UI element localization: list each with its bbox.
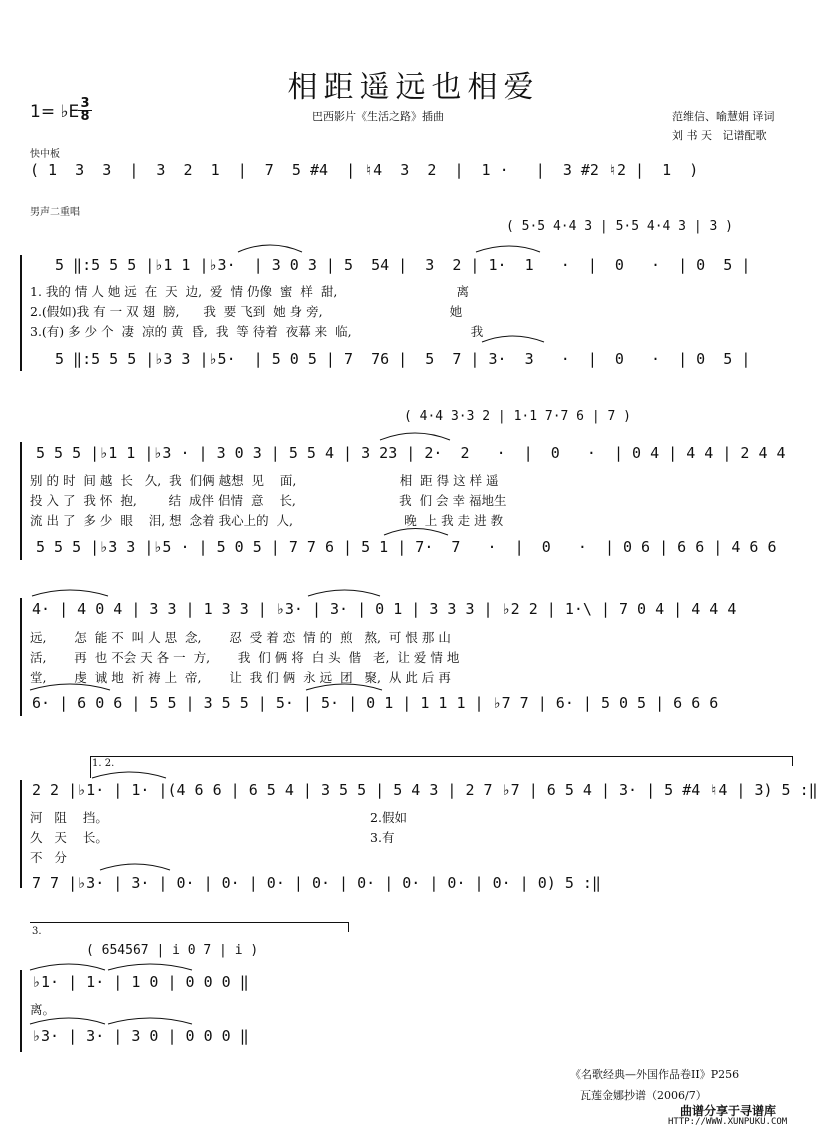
system-1-lower-staff: 5 ‖:5 5 5 |♭3 3 |♭5· | 5 0 5 | 7 76 | 5 7 | 3· 3 · | 0 · | 0 5 | [55, 350, 751, 368]
system-4-lower-staff: 7 7 |♭3· | 3· | 0· | 0· | 0· | 0· | 0· | 0· | 0· | 0· | 0) 5 :‖ [32, 874, 601, 892]
system-2-lower-staff: 5 5 5 |♭3 3 |♭5 · | 5 0 5 | 7 7 6 | 5 1 | 7· 7 · | 0 · | 0 6 | 6 6 | 4 6 6 [36, 538, 777, 556]
system-3-upper-staff: 4· | 4 0 4 | 3 3 | 1 3 3 | ♭3· | 3· | 0 1 | 3 3 3 | ♭2 2 | 1·\ | 7 0 4 | 4 4 4 [32, 600, 737, 618]
source-reference: 《名歌经典—外国作品卷II》P256 [570, 1068, 740, 1081]
subtitle: 巴西影片《生活之路》插曲 [312, 110, 444, 123]
system-2-upper-staff: 5 5 5 |♭1 1 |♭3 · | 3 0 3 | 5 5 4 | 3 23 | 2· 2 · | 0 · | 0 4 | 4 4 | 2 4 4 [36, 444, 786, 462]
section-label: 男声二重唱 [30, 207, 80, 218]
transcriber-note: 瓦莲金娜抄谱（2006/7） [580, 1089, 707, 1102]
volta-label-1-2: 1. 2. [92, 758, 115, 769]
system-3-lyric-verse-2: 活, 再 也 不会 天 各 一 方, 我 们 俩 将 白 头 偕 老, 让 爱 情 地 [30, 650, 460, 665]
interlude-1: ( 5·5 4·4 3 | 5·5 4·4 3 | 3 ) [506, 219, 733, 234]
site-watermark: 曲谱分享于寻谱库 [680, 1104, 777, 1118]
system-2-lyric-verse-2: 投 入 了 我 怀 抱, 结 成伴 侣情 意 长, 我 们 会 幸 福地生 [30, 493, 507, 508]
system-3-lyric-verse-1: 远, 怎 能 不 叫 人 思 念, 忍 受 着 恋 情 的 煎 熬, 可 恨 那 山 [30, 630, 451, 645]
system-1-lyric-verse-1: 1. 我的 情 人 她 远 在 天 边, 爱 情 仍像 蜜 样 甜, 离 [30, 284, 469, 299]
system-3-lower-staff: 6· | 6 0 6 | 5 5 | 3 5 5 | 5· | 5· | 0 1 | 1 1 1 | ♭7 7 | 6· | 5 0 5 | 6 6 6 [32, 694, 719, 712]
system-4-lyric-verse-3: 不 分 [30, 850, 67, 865]
intro-line: ( 1 3 3 | 3 2 1 | 7 5 #4 | ♮4 3 2 | 1 · | 3 #2 ♮2 | 1 ) [30, 161, 699, 179]
credits-lyrics: 范维信、喻慧娟 译词 [672, 110, 775, 123]
system-1-lyric-verse-2: 2.(假如)我 有 一 双 翅 膀, 我 要 飞到 她 身 旁, 她 [30, 304, 463, 319]
system-5-lower-staff: ♭3· | 3· | 3 0 | 0 0 0 ‖ [32, 1027, 249, 1045]
system-4-upper-staff: 2 2 |♭1· | 1· |(4 6 6 | 6 5 4 | 3 5 5 | 5 4 3 | 2 7 ♭7 | 6 5 4 | 3· | 5 #4 ♮4 | 3) 5 :‖ [32, 781, 818, 799]
system-4-lyric-verse-1: 河 阻 挡。 2.假如 [30, 810, 407, 825]
system-4-lyric-verse-2: 久 天 长。 3.有 [30, 830, 395, 845]
key-signature: 1= ♭E [30, 102, 80, 122]
system-2-lyric-verse-1: 别 的 时 间 越 长 久, 我 们俩 越想 见 面, 相 距 得 这 样 遥 [30, 473, 499, 488]
system-5-upper-staff: ♭1· | 1· | 1 0 | 0 0 0 ‖ [32, 973, 249, 991]
system-3-lyric-verse-3: 堂, 虔 诚 地 祈 祷 上 帝, 让 我 们 俩 永 远 团 聚, 从 此 后 再 [30, 670, 451, 685]
credits-arrangement: 刘 书 天 记谱配歌 [672, 129, 767, 142]
system-2-lyric-verse-3: 流 出 了 多 少 眼 泪, 想 念着 我心上的 人, 晚 上 我 走 进 教 [30, 513, 504, 528]
time-signature-top: 3 [80, 96, 90, 111]
site-url: HTTP://WWW.XUNPUKU.COM [668, 1117, 788, 1127]
system-1-upper-staff: 5 ‖:5 5 5 |♭1 1 |♭3· | 3 0 3 | 5 54 | 3 2 | 1· 1 · | 0 · | 0 5 | [55, 256, 751, 274]
tempo-marking: 快中板 [30, 149, 60, 160]
volta-label-3: 3. [32, 926, 42, 937]
song-title: 相距遥远也相爱 [287, 70, 540, 105]
time-signature-bottom: 8 [78, 110, 92, 123]
system-1-lyric-verse-3: 3.(有) 多 少 个 凄 凉的 黄 昏, 我 等 待着 夜幕 来 临, 我 [30, 324, 484, 339]
interlude-3: ( 654567 | i 0 7 | i ) [86, 943, 259, 958]
interlude-2: ( 4·4 3·3 2 | 1·1 7·7 6 | 7 ) [404, 409, 631, 424]
system-5-lyric-verse-1: 离。 [30, 1002, 56, 1017]
